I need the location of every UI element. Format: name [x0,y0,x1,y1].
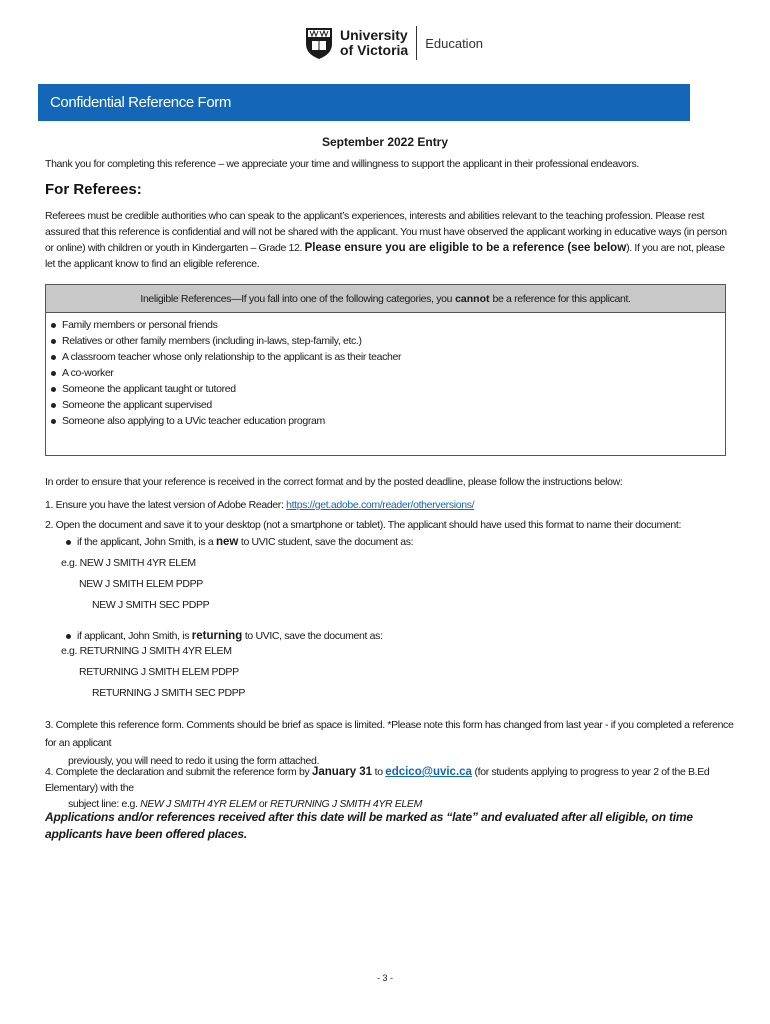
late-warning: Applications and/or references received after this date will be marked as “late” and evaluated after all eligible, on time applicants have been offered places. [45,810,693,841]
list-item [51,333,725,349]
ineligible-references-box [45,284,726,456]
step-2: 2. Open the document and save it to your desktop (not a smartphone or tablet). The applicant should have used this format to name their document: [45,519,682,531]
faculty-name: Education [425,35,484,51]
logo-divider [416,26,417,60]
adobe-reader-link[interactable]: https://get.adobe.com/reader/otherversions/ [286,499,475,511]
logo-university-text: University [340,27,408,43]
example-filename: RETURNING J SMITH SEC PDPP [92,687,246,699]
uvic-logo [304,24,483,62]
new-student-option [66,536,413,548]
bullet-icon [51,323,56,328]
ineligible-list [46,313,725,429]
returning-student-option [66,630,383,642]
list-item-text: Someone the applicant taught or tutored [62,383,236,395]
step-3-line-1: 3. Complete this reference form. Comments should be brief as space is limited. *Please note this form has changed from last year - if you completed a reference for an applicant [45,719,734,749]
bullet-icon [51,355,56,360]
ineligible-cannot: cannot [455,292,490,305]
ineligible-header-text-end: be a reference for this applicant. [492,292,631,305]
bullet-icon [51,339,56,344]
list-item-text: Family members or personal friends [62,319,218,331]
new-keyword: new [215,536,239,548]
bullet-icon [66,540,71,545]
new-option-text-end: to UVIC student, save the document as: [240,536,414,548]
email-link[interactable]: edcico@uvic.ca [385,766,472,778]
step-3 [45,716,735,770]
referees-text-2: ). If you are not, please let the applicant know to find an eligible reference. [45,242,725,270]
list-item [51,317,725,333]
instructions-lead: In order to ensure that your reference is received in the correct format and by the posted deadline, please follow the instructions below: [45,476,623,488]
form-title: Confidential Reference Form [50,94,231,111]
step-1-text: 1. Ensure you have the latest version of Adobe Reader: [45,499,287,511]
referees-heading: For Referees: [45,181,142,198]
list-item [51,349,725,365]
ineligible-header [46,285,725,313]
intro-text: Thank you for completing this reference – we appreciate your time and willingness to support the applicant in their professional endeavors. [45,158,639,170]
subject-example-new: NEW J SMITH 4YR ELEM [140,798,257,810]
list-item-text: A co-worker [62,367,114,379]
example-filename: NEW J SMITH ELEM PDPP [79,578,203,590]
subject-example-returning: RETURNING J SMITH 4YR ELEM [270,798,422,810]
list-item-text: Relatives or other family members (including in-laws, step-family, etc.) [62,335,362,347]
referees-paragraph [45,208,735,272]
example-filename: e.g. RETURNING J SMITH 4YR ELEM [61,645,232,657]
logo-of-victoria-text: of Victoria [340,42,409,58]
bullet-icon [51,387,56,392]
returning-option-text-end: to UVIC, save the document as: [244,630,383,642]
returning-option-text: if applicant, John Smith, is [77,630,190,642]
list-item-text: A classroom teacher whose only relationship to the applicant is as their teacher [62,351,402,363]
example-filename: e.g. NEW J SMITH 4YR ELEM [61,557,196,569]
deadline-date: January 31 [311,766,373,778]
ineligible-header-text: Ineligible References—If you fall into one of the following categories, you [140,292,453,305]
step-4-line-1 [45,764,735,796]
step-4-text: 4. Complete the declaration and submit the reference form by [45,766,312,778]
subject-line-lead: subject line: e.g. [68,798,141,810]
step-1 [45,499,474,511]
list-item [51,413,725,429]
list-item-text: Someone also applying to a UVic teacher education program [62,415,325,427]
list-item-text: Someone the applicant supervised [62,399,212,411]
new-option-text: if the applicant, John Smith, is a [77,536,214,548]
page-number: - 3 - [376,973,393,983]
example-filename: NEW J SMITH SEC PDPP [92,599,210,611]
university-name [340,28,408,58]
bullet-icon [51,419,56,424]
entry-heading: September 2022 Entry [321,135,449,149]
step-4-to: to [372,766,386,778]
bullet-icon [66,634,71,639]
list-item [51,365,725,381]
bullet-icon [51,371,56,376]
returning-keyword: returning [191,630,243,642]
example-filename: RETURNING J SMITH ELEM PDPP [79,666,239,678]
list-item [51,381,725,397]
form-title-bar [38,84,690,121]
uvic-crest-icon [304,26,334,60]
step-4 [45,764,735,812]
eligibility-emphasis: Please ensure you are eligible to be a reference (see below [304,242,627,254]
list-item [51,397,725,413]
subject-or: or [256,798,271,810]
bullet-icon [51,403,56,408]
referees-text-1: Referees must be credible authorities who can speak to the applicant’s experiences, interests and abilities relevant to the teaching profession. Please rest assured that this reference is confidential and will not be shared with the applicant. You must have observed the applicant working in educative ways (in person or online) with children or youth in Kindergarten – Grade 12. [45,210,727,254]
step-4-text-end: (for students applying to progress to year 2 of the B.Ed Elementary) with the [45,766,710,794]
step-3-line-2: previously, you will need to redo it using the form attached. [68,755,320,767]
